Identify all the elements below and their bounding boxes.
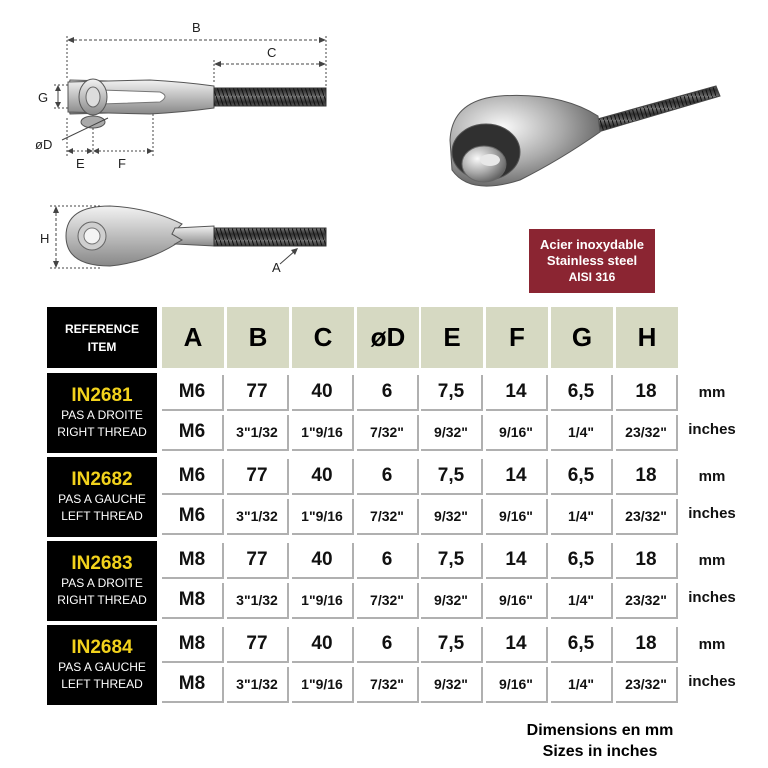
mm-value-cell: 6 <box>357 627 419 663</box>
units-footnote <box>505 720 695 762</box>
inch-value-cell: 9/32" <box>421 415 483 451</box>
inch-value-cell: 1/4" <box>551 583 613 619</box>
label-c: C <box>267 45 277 60</box>
column-header: B <box>227 307 289 368</box>
item-code: IN2684 <box>71 637 133 658</box>
badge-line-1: Acier inoxydable <box>539 237 645 252</box>
item-code: IN2682 <box>71 469 133 490</box>
inch-value-cell: 23/32" <box>616 499 678 535</box>
material-badge <box>529 229 655 293</box>
inch-value-cell: 1"9/16 <box>292 583 354 619</box>
column-header: E <box>421 307 483 368</box>
mm-value-cell: 6,5 <box>551 375 613 411</box>
mm-value-cell: 6,5 <box>551 543 613 579</box>
unit-mm-label: mm <box>698 636 726 653</box>
top-view <box>40 206 326 275</box>
mm-value-cell: 7,5 <box>421 627 483 663</box>
inch-value-cell: 3"1/32 <box>227 499 289 535</box>
mm-value-cell: 6,5 <box>551 459 613 495</box>
mm-value-cell: 7,5 <box>421 543 483 579</box>
mm-value-cell: 14 <box>486 543 548 579</box>
inch-value-cell: M6 <box>162 499 224 535</box>
mm-value-cell: 6 <box>357 375 419 411</box>
unit-inches-label: inches <box>688 505 736 522</box>
badge-line-3: AISI 316 <box>568 270 616 284</box>
inch-value-cell: 3"1/32 <box>227 667 289 703</box>
inch-value-cell: 3"1/32 <box>227 415 289 451</box>
mm-value-cell: 14 <box>486 627 548 663</box>
inch-value-cell: 1"9/16 <box>292 415 354 451</box>
column-header: A <box>162 307 224 368</box>
mm-value-cell: 40 <box>292 627 354 663</box>
mm-value-cell: 18 <box>616 459 678 495</box>
mm-value-cell: 18 <box>616 627 678 663</box>
mm-value-cell: 40 <box>292 375 354 411</box>
column-header: øD <box>357 307 419 368</box>
mm-value-cell: 6,5 <box>551 627 613 663</box>
mm-value-cell: 40 <box>292 543 354 579</box>
inch-value-cell: 1"9/16 <box>292 499 354 535</box>
label-g: G <box>38 90 49 105</box>
unit-inches-label: inches <box>688 673 736 690</box>
label-h: H <box>40 231 50 246</box>
thread-label-fr: PAS A DROITE <box>61 576 143 590</box>
badge-line-2: Stainless steel <box>546 253 638 268</box>
mm-value-cell: 18 <box>616 543 678 579</box>
label-a: A <box>272 260 281 275</box>
unit-mm-label: mm <box>698 552 726 569</box>
reference-item-header <box>47 307 157 368</box>
mm-value-cell: 6 <box>357 543 419 579</box>
footnote-line-1: Dimensions en mm <box>526 722 674 739</box>
mm-value-cell: 77 <box>227 459 289 495</box>
reference-header-line-1: REFERENCE <box>64 321 139 336</box>
mm-value-cell: 7,5 <box>421 459 483 495</box>
mm-value-cell: M6 <box>162 459 224 495</box>
inch-value-cell: 9/16" <box>486 415 548 451</box>
product-photo <box>450 86 720 186</box>
label-b: B <box>192 20 201 35</box>
label-f: F <box>118 156 126 171</box>
inch-value-cell: 9/32" <box>421 667 483 703</box>
mm-value-cell: 14 <box>486 375 548 411</box>
mm-value-cell: M8 <box>162 543 224 579</box>
thread-label-en: LEFT THREAD <box>61 509 143 523</box>
mm-value-cell: 40 <box>292 459 354 495</box>
reference-cell <box>47 373 157 453</box>
inch-value-cell: 9/16" <box>486 667 548 703</box>
dimension-c <box>214 45 326 84</box>
mm-value-cell: 77 <box>227 543 289 579</box>
mm-value-cell: M8 <box>162 627 224 663</box>
unit-mm-label: mm <box>698 384 726 401</box>
inch-value-cell: 7/32" <box>357 583 419 619</box>
inch-value-cell: 9/16" <box>486 583 548 619</box>
inch-value-cell: 1"9/16 <box>292 667 354 703</box>
reference-header-line-2: ITEM <box>87 339 117 354</box>
thread-label-en: RIGHT THREAD <box>57 425 147 439</box>
side-view <box>35 79 326 171</box>
column-header: F <box>486 307 548 368</box>
thread-label-fr: PAS A GAUCHE <box>58 660 146 674</box>
thread-label-fr: PAS A GAUCHE <box>58 492 146 506</box>
inch-value-cell: M6 <box>162 415 224 451</box>
unit-inches-label: inches <box>688 421 736 438</box>
inch-value-cell: 9/32" <box>421 499 483 535</box>
column-header: H <box>616 307 678 368</box>
mm-value-cell: 14 <box>486 459 548 495</box>
mm-value-cell: 77 <box>227 627 289 663</box>
reference-cell <box>47 457 157 537</box>
inch-value-cell: M8 <box>162 667 224 703</box>
inch-value-cell: 1/4" <box>551 499 613 535</box>
inch-value-cell: 23/32" <box>616 415 678 451</box>
inch-value-cell: 23/32" <box>616 583 678 619</box>
inch-value-cell: 9/32" <box>421 583 483 619</box>
inch-value-cell: 3"1/32 <box>227 583 289 619</box>
inch-value-cell: M8 <box>162 583 224 619</box>
thread-label-fr: PAS A DROITE <box>61 408 143 422</box>
reference-cell <box>47 541 157 621</box>
footnote-line-2: Sizes in inches <box>542 743 658 760</box>
mm-value-cell: 6 <box>357 459 419 495</box>
inch-value-cell: 7/32" <box>357 667 419 703</box>
mm-value-cell: 77 <box>227 375 289 411</box>
mm-value-cell: 7,5 <box>421 375 483 411</box>
column-header: C <box>292 307 354 368</box>
unit-inches-label: inches <box>688 589 736 606</box>
label-e: E <box>76 156 85 171</box>
reference-cell <box>47 625 157 705</box>
thread-label-en: LEFT THREAD <box>61 677 143 691</box>
label-d: øD <box>35 137 53 152</box>
inch-value-cell: 1/4" <box>551 415 613 451</box>
inch-value-cell: 7/32" <box>357 499 419 535</box>
item-code: IN2681 <box>71 385 133 406</box>
inch-value-cell: 7/32" <box>357 415 419 451</box>
column-header: G <box>551 307 613 368</box>
unit-mm-label: mm <box>698 468 726 485</box>
mm-value-cell: M6 <box>162 375 224 411</box>
inch-value-cell: 9/16" <box>486 499 548 535</box>
mm-value-cell: 18 <box>616 375 678 411</box>
inch-value-cell: 23/32" <box>616 667 678 703</box>
thread-label-en: RIGHT THREAD <box>57 593 147 607</box>
item-code: IN2683 <box>71 553 133 574</box>
inch-value-cell: 1/4" <box>551 667 613 703</box>
dimension-b <box>67 20 326 90</box>
